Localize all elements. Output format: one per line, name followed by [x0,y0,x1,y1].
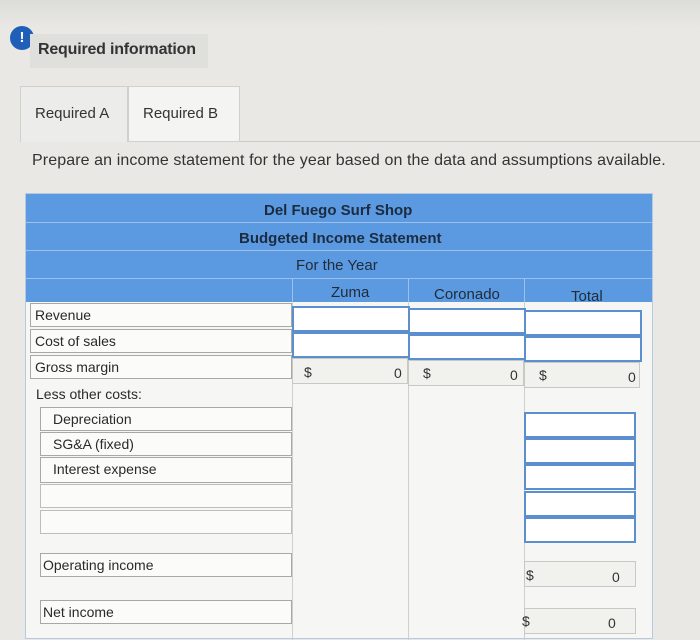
row-label-less-other-costs: Less other costs: [36,386,142,402]
row-label-depreciation: Depreciation [40,407,292,431]
tab-required-a[interactable]: Required A [20,86,128,142]
cost-of-sales-coronado-input[interactable] [408,334,526,360]
net-income-total-cell [524,608,636,634]
row-label-cost-of-sales: Cost of sales [30,329,292,353]
tab-required-b[interactable]: Required B [128,86,240,142]
revenue-zuma-input[interactable] [292,306,410,332]
gross-margin-coronado-value: 0 [510,367,518,383]
row-label-operating-income: Operating income [40,553,292,577]
blank-row[interactable] [40,484,292,508]
cost-of-sales-zuma-input[interactable] [292,332,410,358]
currency-symbol: $ [539,367,547,383]
row-label-gross-margin: Gross margin [30,355,292,379]
required-information-header: Required information [30,34,208,68]
depreciation-total-input[interactable] [524,412,636,438]
currency-symbol: $ [304,364,312,380]
instructions-text: Prepare an income statement for the year based on the data and assumptions available. [32,152,666,169]
operating-income-total-value: 0 [612,569,620,585]
revenue-coronado-input[interactable] [408,308,526,334]
alert-icon: ! [10,26,34,50]
tab-bar [20,84,700,142]
currency-symbol: $ [526,567,534,583]
blank-row[interactable] [40,510,292,534]
statement-header [26,194,652,305]
column-header-zuma: Zuma [331,284,370,301]
income-statement-table [25,193,653,639]
company-name: Del Fuego Surf Shop [264,202,413,219]
top-bar [0,0,700,28]
statement-title: Budgeted Income Statement [239,230,442,247]
statement-period: For the Year [296,257,378,274]
currency-symbol: $ [522,613,530,629]
row-label-sga-fixed: SG&A (fixed) [40,432,292,456]
revenue-total-input[interactable] [524,310,642,336]
net-income-total-value: 0 [608,615,616,631]
currency-symbol: $ [423,365,431,381]
sga-total-input[interactable] [524,438,636,464]
gross-margin-zuma-value: 0 [394,365,402,381]
column-header-coronado: Coronado [434,286,500,303]
blank-row-total-input[interactable] [524,491,636,517]
column-header-total: Total [571,288,603,305]
row-label-net-income: Net income [40,600,292,624]
row-label-revenue: Revenue [30,303,292,327]
interest-expense-total-input[interactable] [524,464,636,490]
cost-of-sales-total-input[interactable] [524,336,642,362]
gross-margin-total-value: 0 [628,369,636,385]
row-label-interest-expense: Interest expense [40,457,292,483]
blank-row-total-input[interactable] [524,517,636,543]
